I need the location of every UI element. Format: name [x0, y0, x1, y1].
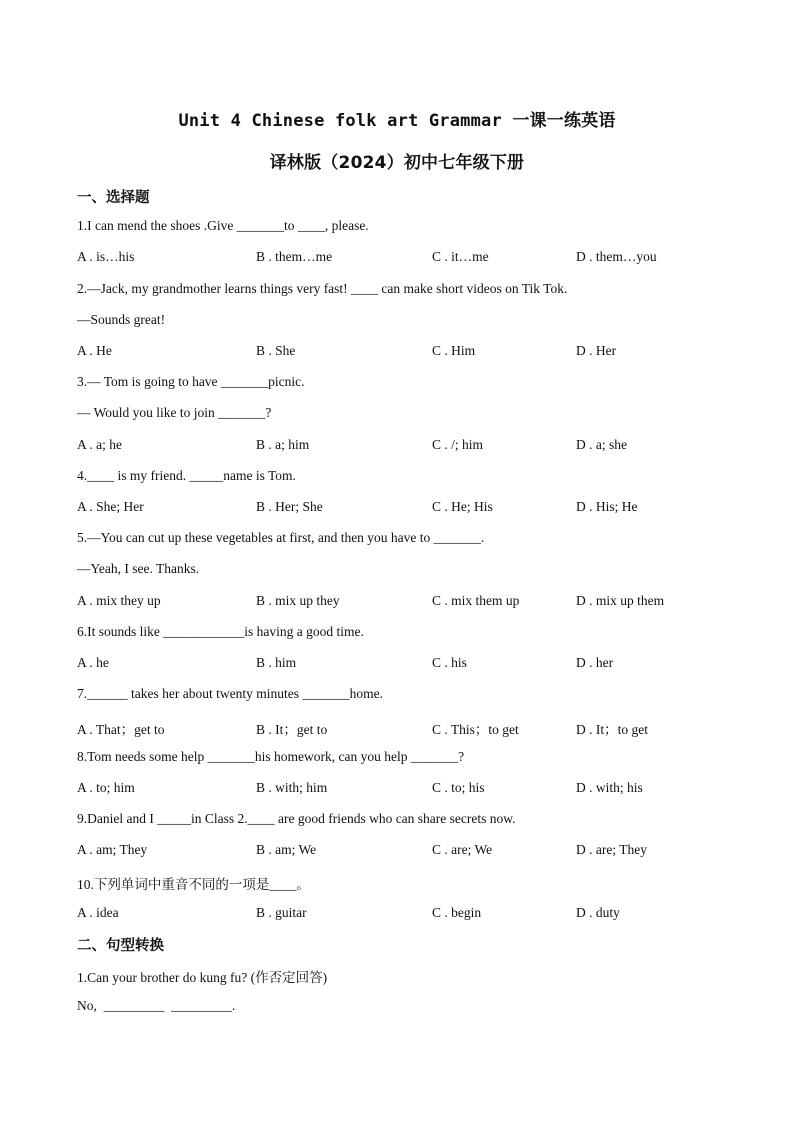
section-heading-sentence-transformation: 二、句型转换 [77, 938, 164, 954]
option-b: B . Her; She [256, 499, 323, 514]
option-c: C . He; His [432, 499, 493, 514]
option-a: A . She; Her [77, 499, 144, 514]
document-title-line-2: 译林版（2024）初中七年级下册 [269, 153, 525, 173]
option-d: D . a; she [576, 437, 627, 452]
option-b: B . a; him [256, 437, 310, 452]
sentence-question-1: 1.Can your brother do kung fu? (作否定回答) [77, 970, 328, 985]
sentence-question-1-answer-line: No, _________ _________. [77, 998, 236, 1013]
question-1-options [77, 249, 717, 267]
option-d: D . Her [576, 343, 617, 358]
question-7-options [77, 718, 717, 736]
question-6-options [77, 655, 717, 673]
option-a: A . is…his [77, 249, 135, 264]
question-4-options [77, 499, 717, 517]
option-c: C . it…me [432, 249, 489, 264]
option-a: A . he [77, 655, 109, 670]
option-a: A . idea [77, 905, 119, 920]
option-c: C . are; We [432, 842, 493, 857]
question-6-stem: 6.It sounds like ____________is having a good time. [77, 624, 364, 639]
option-b: B . am; We [256, 842, 317, 857]
option-d: D . mix up them [576, 593, 665, 608]
option-a: A . a; he [77, 437, 122, 452]
option-a: A . He [77, 343, 112, 358]
question-5-stem-line-2: —Yeah, I see. Thanks. [77, 561, 200, 576]
option-a: A . mix they up [77, 593, 161, 608]
question-5-stem: 5.—You can cut up these vegetables at first, and then you have to _______. [77, 530, 485, 545]
question-3-stem-line-2: — Would you like to join _______? [77, 405, 272, 420]
option-b: B . guitar [256, 905, 307, 920]
option-d: D . It；to get [576, 722, 648, 737]
option-a: A . am; They [77, 842, 148, 857]
option-b: B . with; him [256, 780, 328, 795]
question-4-stem: 4.____ is my friend. _____name is Tom. [77, 468, 296, 483]
option-c: C . begin [432, 905, 482, 920]
option-b: B . She [256, 343, 296, 358]
option-d: D . are; They [576, 842, 647, 857]
question-2-stem-line-2: —Sounds great! [77, 312, 166, 327]
question-3-options [77, 437, 717, 455]
question-2-stem: 2.—Jack, my grandmother learns things very fast! ____ can make short videos on Tik Tok. [77, 281, 568, 296]
option-d: D . them…you [576, 249, 657, 264]
question-8-options [77, 780, 717, 798]
option-b: B . It；get to [256, 722, 328, 737]
section-heading-multiple-choice: 一、选择题 [77, 190, 150, 206]
question-9-options [77, 842, 717, 860]
option-c: C . Him [432, 343, 476, 358]
option-b: B . him [256, 655, 297, 670]
question-2-options [77, 343, 717, 361]
option-c: C . mix them up [432, 593, 520, 608]
option-a: A . to; him [77, 780, 135, 795]
option-d: D . His; He [576, 499, 638, 514]
option-c: C . /; him [432, 437, 484, 452]
question-9-stem: 9.Daniel and I _____in Class 2.____ are good friends who can share secrets now. [77, 811, 516, 826]
question-10-stem: 10.下列单词中重音不同的一项是____。 [77, 877, 310, 892]
question-8-stem: 8.Tom needs some help _______his homework, can you help _______? [77, 749, 465, 764]
question-3-stem: 3.— Tom is going to have _______picnic. [77, 374, 305, 389]
question-7-stem: 7.______ takes her about twenty minutes _______home. [77, 686, 383, 701]
question-5-options [77, 593, 717, 611]
option-d: D . duty [576, 905, 620, 920]
option-d: D . with; his [576, 780, 643, 795]
document-title-line-1: Unit 4 Chinese folk art Grammar 一课一练英语 [178, 111, 616, 131]
option-b: B . mix up they [256, 593, 340, 608]
option-c: C . his [432, 655, 467, 670]
question-10-options [77, 905, 717, 923]
option-d: D . her [576, 655, 614, 670]
option-b: B . them…me [256, 249, 333, 264]
option-a: A . That；get to [77, 722, 165, 737]
question-1-stem: 1.I can mend the shoes .Give _______to ____, please. [77, 218, 369, 233]
option-c: C . to; his [432, 780, 485, 795]
option-c: C . This；to get [432, 722, 519, 737]
